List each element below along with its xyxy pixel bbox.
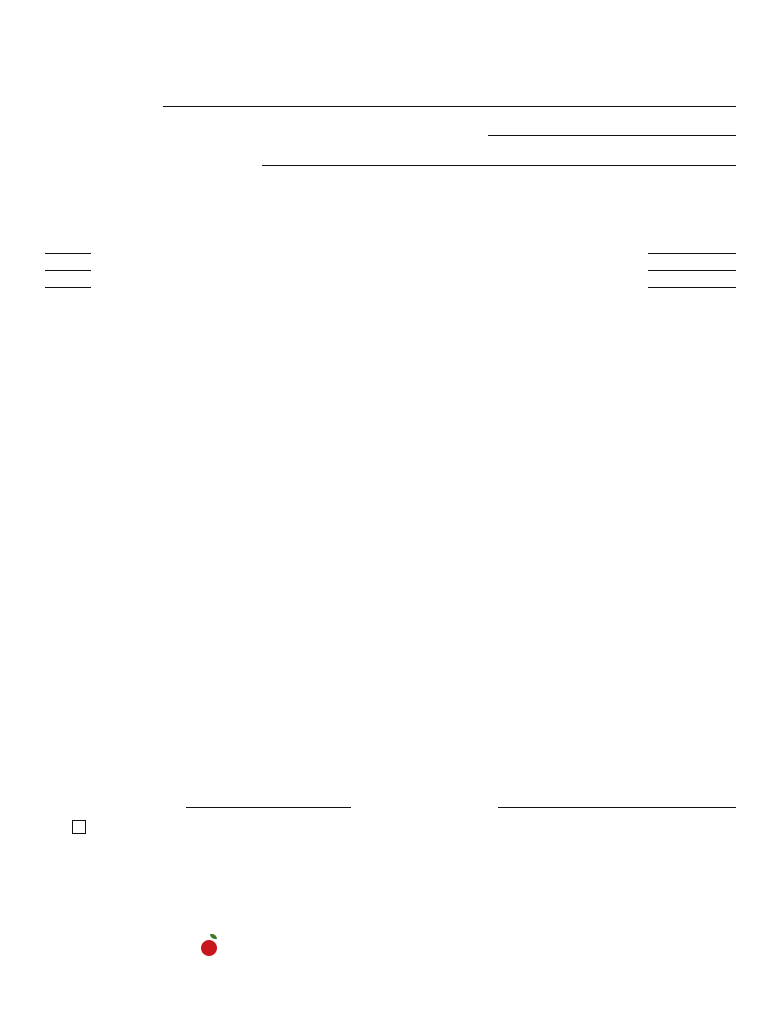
class-field[interactable] (488, 135, 736, 136)
alacarte-payment-check[interactable] (45, 287, 91, 288)
order-table (38, 323, 752, 720)
payment-method-field[interactable] (498, 807, 736, 808)
student-name-field[interactable] (163, 106, 736, 107)
complete-payment-amount[interactable] (648, 270, 736, 271)
apple-icon (201, 940, 217, 956)
payment-amount-field[interactable] (186, 807, 351, 808)
apple-leaf-icon (210, 934, 217, 939)
beverage-payment-check[interactable] (45, 253, 91, 254)
check-enclosed-checkbox[interactable] (72, 820, 86, 834)
allergy-field[interactable] (262, 165, 736, 166)
alacarte-payment-amount[interactable] (648, 287, 736, 288)
beverage-payment-amount[interactable] (648, 253, 736, 254)
complete-payment-check[interactable] (45, 270, 91, 271)
